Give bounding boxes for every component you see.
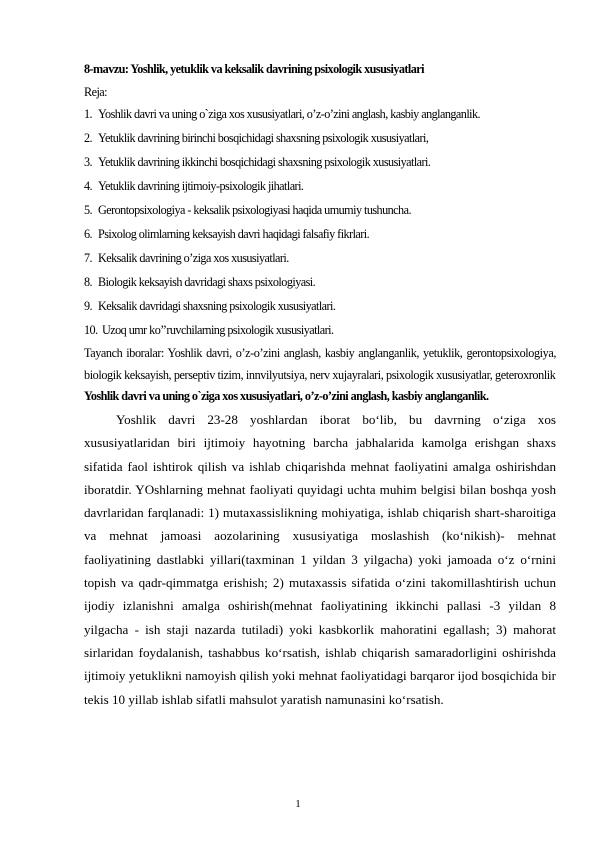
plan-item-text: Keksalik davridagi shaxsning psixologik xususiyatlari. bbox=[98, 299, 336, 313]
plan-item-text: Uzoq umr ko’’ruvchilarning psixologik xususiyatlari. bbox=[102, 323, 334, 337]
plan-item-text: Keksalik davrining o’ziga xos xususiyatlari. bbox=[98, 251, 289, 265]
plan-item-number: 7. bbox=[84, 251, 93, 265]
plan-item-text: Yetuklik davrining ikkinchi bosqichidagi shaxsning psixologik xususiyatlari. bbox=[98, 155, 431, 169]
plan-item-text: Yetuklik davrining birinchi bosqichidagi shaxsning psixologik xususiyatlari, bbox=[98, 131, 429, 145]
page-number: 1 bbox=[295, 798, 301, 810]
plan-item-text: Yetuklik davrining ijtimoiy-psixologik jihatlari. bbox=[98, 179, 304, 193]
key-phrases: Tayanch iboralar: Yoshlik davri, o’z-o’zini anglash, kasbiy anglanganlik, yetuklik, gerontopsixologiya, biologik keksayish, perseptiv tizim, innvilyutsiya, nerv xujayralari, psixologik xususiyatlar, geteroxronlik bbox=[84, 346, 556, 382]
plan-item bbox=[84, 296, 556, 316]
plan-item-number: 10. bbox=[84, 323, 98, 337]
plan-item-number: 6. bbox=[84, 227, 93, 241]
plan-item bbox=[84, 272, 556, 292]
plan-item bbox=[84, 224, 556, 244]
plan-item bbox=[84, 104, 556, 124]
plan-item-text: Psixolog olimlarning keksayish davri haqidagi falsafiy fikrlari. bbox=[98, 227, 370, 241]
plan-item-number: 5. bbox=[84, 203, 93, 217]
plan-item bbox=[84, 128, 556, 148]
plan-item-number: 4. bbox=[84, 179, 93, 193]
plan-item bbox=[84, 152, 556, 172]
section-heading: Yoshlik davri va uning o`ziga xos xususiyatlari, o’z-o’zini anglash, kasbiy anglanganlik. bbox=[84, 389, 489, 403]
plan-item-number: 1. bbox=[84, 107, 93, 121]
topic-title: 8-mavzu: Yoshlik, yetuklik va keksalik davrining psixologik xususiyatlari bbox=[84, 62, 425, 76]
plan-item-number: 3. bbox=[84, 155, 93, 169]
plan-item-number: 2. bbox=[84, 131, 93, 145]
plan-item-text: Gerontopsixologiya - keksalik psixologiyasi haqida umumiy tushuncha. bbox=[98, 203, 411, 217]
plan-item bbox=[84, 248, 556, 268]
plan-label: Reja: bbox=[84, 85, 107, 99]
plan-item bbox=[84, 320, 556, 340]
plan-item bbox=[84, 176, 556, 196]
plan-item-number: 9. bbox=[84, 299, 93, 313]
plan-list bbox=[84, 104, 556, 340]
plan-item-text: Yoshlik davri va uning o`ziga xos xususiyatlari, o’z-o’zini anglash, kasbiy anglanganlik. bbox=[98, 107, 481, 121]
body-paragraph: Yoshlik davri 23-28 yoshlardan iborat bo‘lib, bu davrning o‘ziga xos xususiyatlaridan biri ijtimoiy hayotning barcha jabhalarida kamolga erishgan shaxs sifatida faol ishtirok qilish va ishlab chiqarishda mehnat faoliyatini amalga oshirishdan iboratdir. YOshlarning mehnat faoliyati quyidagi uchta muhim belgisi bilan boshqa yosh davrlaridan farqlanadi: 1) mutaxassislikning mohiyatiga, ishlab chiqarish shart-sharoitiga va mehnat jamoasi aozolarining xususiyatiga moslashish (ko‘nikish)- mehnat faoliyatining dastlabki yillari(taxminan 1 yildan 3 yilgacha) yoki jamoada o‘z o‘rnini topish va qadr-qimmatga erishish; 2) mutaxassis sifatida o‘zini takomillashtirish uchun ijodiy izlanishni amalga oshirish(mehnat faoliyatining ikkinchi pallasi -3 yildan 8 yilgacha - ish staji nazarda tutiladi) yoki kasbkorlik mahoratini egallash; 3) mahorat sirlaridan foydalanish, tashabbus ko‘rsatish, ishlab chiqarish samaradorligini oshirishda ijtimoiy yetuklikni namoyish qilish yoki mehnat faoliyatidagi barqaror ijod bosqichida bir tekis 10 yillab ishlab sifatli mahsulot yaratish namunasini ko‘rsatish. bbox=[84, 412, 556, 707]
plan-item bbox=[84, 200, 556, 220]
plan-item-number: 8. bbox=[84, 275, 93, 289]
page-content bbox=[84, 59, 556, 711]
plan-item-text: Biologik keksayish davridagi shaxs psixologiyasi. bbox=[98, 275, 316, 289]
